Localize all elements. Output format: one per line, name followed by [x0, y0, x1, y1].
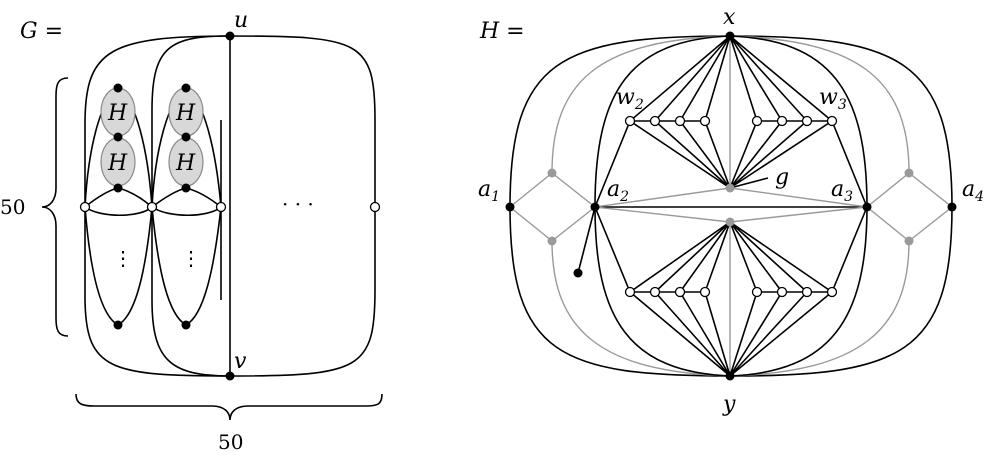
vertex-v-label: v: [234, 349, 247, 374]
h-vertex-grey: [726, 218, 735, 227]
h-diamond-right: [867, 173, 952, 241]
g-vertex: [114, 133, 123, 142]
brace-left-count: 50: [0, 195, 26, 219]
g-vertex: [114, 84, 123, 93]
gadget-label: H: [108, 101, 128, 126]
g-col1-mid2: [85, 207, 152, 215]
brace-bottom-count: 50: [218, 430, 244, 454]
vertex-w3-label: $w_3$: [819, 85, 847, 113]
vertex-a2-label: $a_2$: [607, 177, 630, 205]
g-vertex: [114, 321, 123, 330]
g-vertex: [182, 321, 191, 330]
vertical-ellipsis: ⋮: [113, 246, 133, 270]
g-vertex: [182, 84, 191, 93]
gadget-label: H: [176, 101, 196, 126]
h-bottom-fan: [595, 207, 867, 376]
vertex-y: [726, 372, 735, 381]
vertex-a4-label: $a_4$: [962, 177, 985, 205]
vertex-a3: [863, 203, 872, 212]
g-vertex-open: [81, 203, 90, 212]
h-bottom-row: [626, 288, 837, 297]
h-top-fan: [595, 36, 867, 207]
graph-g: [0, 8, 382, 454]
h-diamond-left: [510, 173, 595, 241]
g-vertex-open: [371, 203, 380, 212]
h-vertex-grey: [905, 237, 914, 246]
vertex-w3: [828, 117, 837, 126]
vertex-x: [726, 32, 735, 41]
g-col2-mid2: [152, 207, 221, 215]
vertex-y-label: y: [723, 392, 736, 417]
h-top-row: [626, 117, 837, 126]
brace-bottom: [76, 394, 382, 420]
g-vertex: [182, 133, 191, 142]
g-vertex: [182, 184, 191, 193]
h-vertex-grey: [905, 169, 914, 178]
vertex-a2: [591, 203, 600, 212]
vertex-x-label: x: [723, 5, 736, 30]
vertex-u-label: u: [234, 8, 249, 33]
h-edge-pendant: [578, 207, 595, 273]
g-vertex-open: [148, 203, 157, 212]
h-vertex-grey: [548, 169, 557, 178]
vertical-ellipsis: ⋮: [181, 246, 201, 270]
vertex-a1: [506, 203, 515, 212]
vertex-g: [726, 184, 735, 193]
vertex-a3-label: $a_3$: [831, 177, 854, 205]
horizontal-ellipsis: · · ·: [282, 192, 314, 216]
h-edge-grey-left: [552, 36, 730, 376]
graph-g-title: G =: [20, 19, 64, 44]
graph-h: [478, 5, 984, 417]
g-vertex-open: [217, 203, 226, 212]
vertex-pendant: [574, 269, 583, 278]
vertex-a4: [948, 203, 957, 212]
g-vertex: [114, 184, 123, 193]
gadget-label: H: [108, 151, 128, 176]
vertex-g-label: g: [775, 165, 790, 190]
h-edge-a3-loop: [730, 36, 867, 376]
vertex-w2: [626, 117, 635, 126]
graph-h-title: H =: [480, 19, 525, 44]
h-vertex-grey: [548, 237, 557, 246]
vertex-a1-label: $a_1$: [478, 177, 501, 205]
gadget-label: H: [176, 151, 196, 176]
vertex-w2-label: $w_2$: [616, 85, 644, 113]
brace-left: [42, 78, 68, 336]
